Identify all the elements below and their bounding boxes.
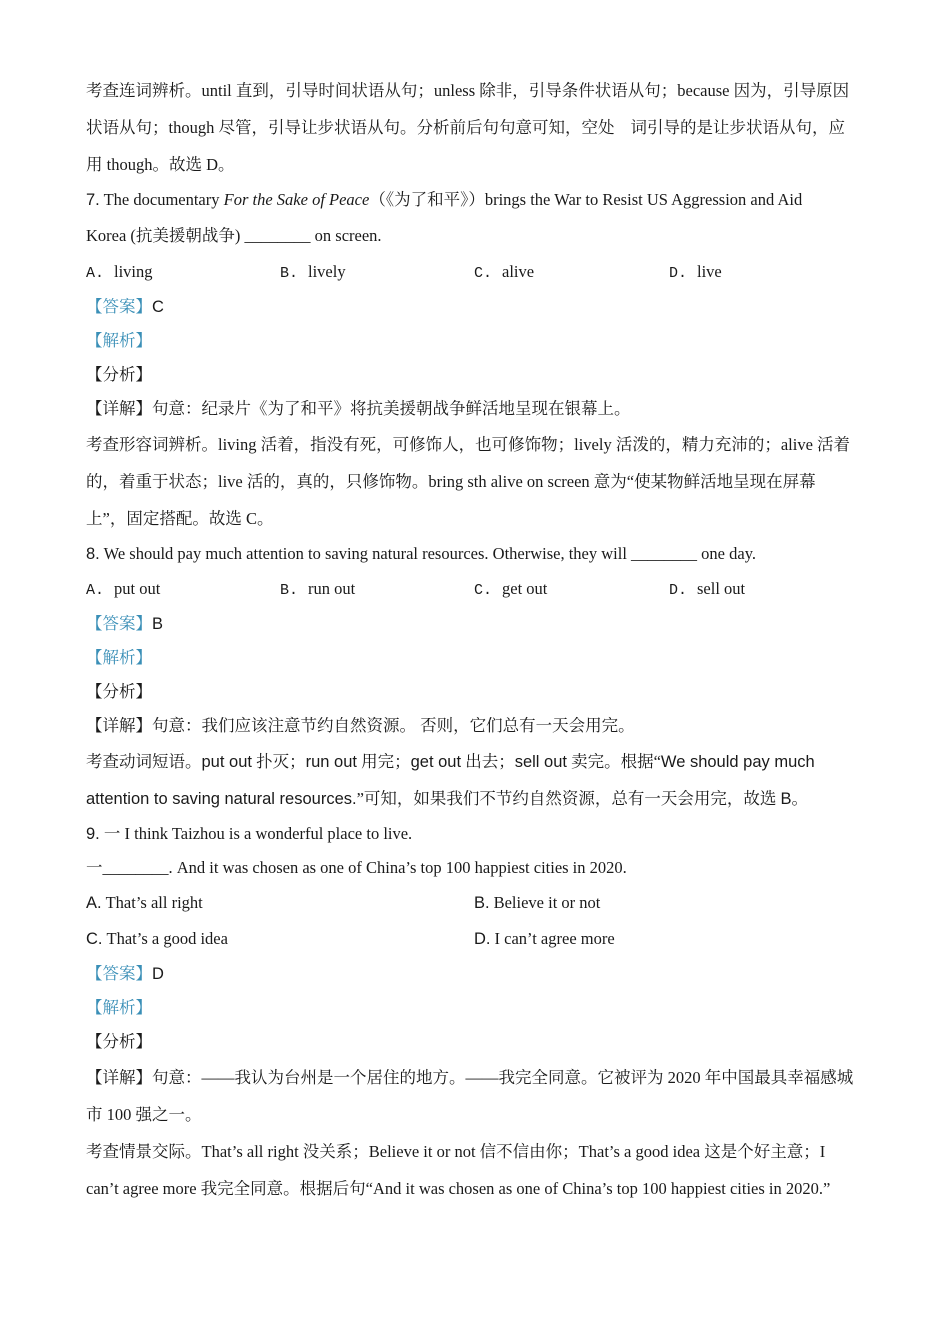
- question-stem: 8. We should pay much attention to saving natural resources. Otherwise, they will ________ one day.: [86, 544, 757, 563]
- options-row: [86, 921, 866, 957]
- text-line: 考查连词辨析。until 直到，引导时间状语从句；unless 除非，引导条件状语从句；because 因为，引导原因: [86, 81, 850, 100]
- detail-line: 【详解】句意：——我认为台州是一个居住的地方。——我完全同意。它被评为 2020 年中国最具幸福感城: [86, 1068, 854, 1087]
- explanation: [86, 1133, 866, 1207]
- question-stem-line2: 一________. And it was chosen as one of China’s top 100 happiest cities in 2020.: [86, 858, 627, 877]
- text-line: 考查情景交际。That’s all right 没关系；Believe it or not 信不信由你；That’s a good idea 这是个好主意；I: [86, 1142, 826, 1161]
- answer-line: [86, 290, 866, 324]
- q6-explanation: [86, 72, 866, 183]
- answer-label: 【答案】: [86, 964, 152, 983]
- document-page: [86, 72, 866, 1207]
- option-c: C. That’s a good idea: [86, 929, 228, 948]
- detail-line: 【详解】句意：我们应该注意节约自然资源。 否则，它们总有一天会用完。: [86, 716, 635, 735]
- detail: [86, 1059, 866, 1133]
- option-c: C. alive: [474, 262, 535, 282]
- text-line: can’t agree more 我完全同意。根据后句“And it was chosen as one of China’s top 100 happiest cities in 2020.”: [86, 1179, 831, 1198]
- option-b: B. run out: [280, 579, 356, 599]
- option-d: D. live: [669, 262, 722, 282]
- film-title: For the Sake of Peace: [223, 190, 370, 209]
- explanation: [86, 426, 866, 537]
- option-b: B. Believe it or not: [474, 893, 601, 912]
- option-a: A. put out: [86, 579, 161, 599]
- text-line: 的，着重于状态；live 活的，真的，只修饰物。bring sth alive on screen 意为“使某物鲜活地呈现在屏幕: [86, 472, 816, 491]
- detail-line: 【详解】句意：纪录片《为了和平》将抗美援朝战争鲜活地呈现在银幕上。: [86, 399, 631, 418]
- question-stem: 7. The documentary For the Sake of Peace（《为了和平》）brings the War to Resist US Aggression and Aid: [86, 190, 803, 209]
- option-d: D. sell out: [669, 579, 746, 599]
- question-stem-line2: Korea (抗美援朝战争) ________ on screen.: [86, 226, 382, 245]
- fenxi-label: 【分析】: [86, 1032, 152, 1051]
- options-row: [86, 254, 866, 290]
- option-b: B. lively: [280, 262, 346, 282]
- option-a: A. That’s all right: [86, 893, 203, 912]
- analysis-label: 【解析】: [86, 331, 152, 350]
- answer-value: B: [152, 615, 164, 633]
- answer-value: D: [152, 965, 164, 983]
- question-7: [86, 183, 866, 537]
- fenxi-label: 【分析】: [86, 682, 152, 701]
- option-c: C. get out: [474, 579, 548, 599]
- text-line: 用 though。故选 D。: [86, 155, 235, 174]
- question-8: [86, 537, 866, 817]
- answer-label: 【答案】: [86, 297, 152, 316]
- question-9: [86, 817, 866, 1207]
- detail-label: 【详解】: [86, 399, 152, 418]
- explanation: [86, 743, 866, 817]
- option-d: D. I can’t agree more: [474, 929, 615, 948]
- detail-label: 【详解】: [86, 716, 152, 735]
- analysis-label: 【解析】: [86, 998, 152, 1017]
- options-row: [86, 885, 866, 921]
- text-line: 考查形容词辨析。living 活着，指没有死，可修饰人，也可修饰物；lively 活泼的，精力充沛的；alive 活着: [86, 435, 851, 454]
- fenxi-label: 【分析】: [86, 365, 152, 384]
- text-line: 考查动词短语。put out 扑灭；run out 用完；get out 出去；sell out 卖完。根据“We should pay much: [86, 752, 815, 771]
- text-line: 上”，固定搭配。故选 C。: [86, 509, 274, 528]
- text-line: 市 100 强之一。: [86, 1105, 202, 1124]
- options-row: [86, 571, 866, 607]
- answer-line: [86, 607, 866, 641]
- detail-label: 【详解】: [86, 1068, 152, 1087]
- option-a: A. living: [86, 262, 153, 282]
- answer-value: C: [152, 298, 164, 316]
- question-stem: 9. 一 I think Taizhou is a wonderful place to live.: [86, 824, 413, 843]
- analysis-label: 【解析】: [86, 648, 152, 667]
- answer-line: [86, 957, 866, 991]
- answer-label: 【答案】: [86, 614, 152, 633]
- text-line: 状语从句；though 尽管，引导让步状语从句。分析前后句句意可知，空处 词引导的是让步状语从句，应: [86, 118, 845, 137]
- text-line: attention to saving natural resources.”可知，如果我们不节约自然资源，总有一天会用完，故选 B。: [86, 789, 809, 808]
